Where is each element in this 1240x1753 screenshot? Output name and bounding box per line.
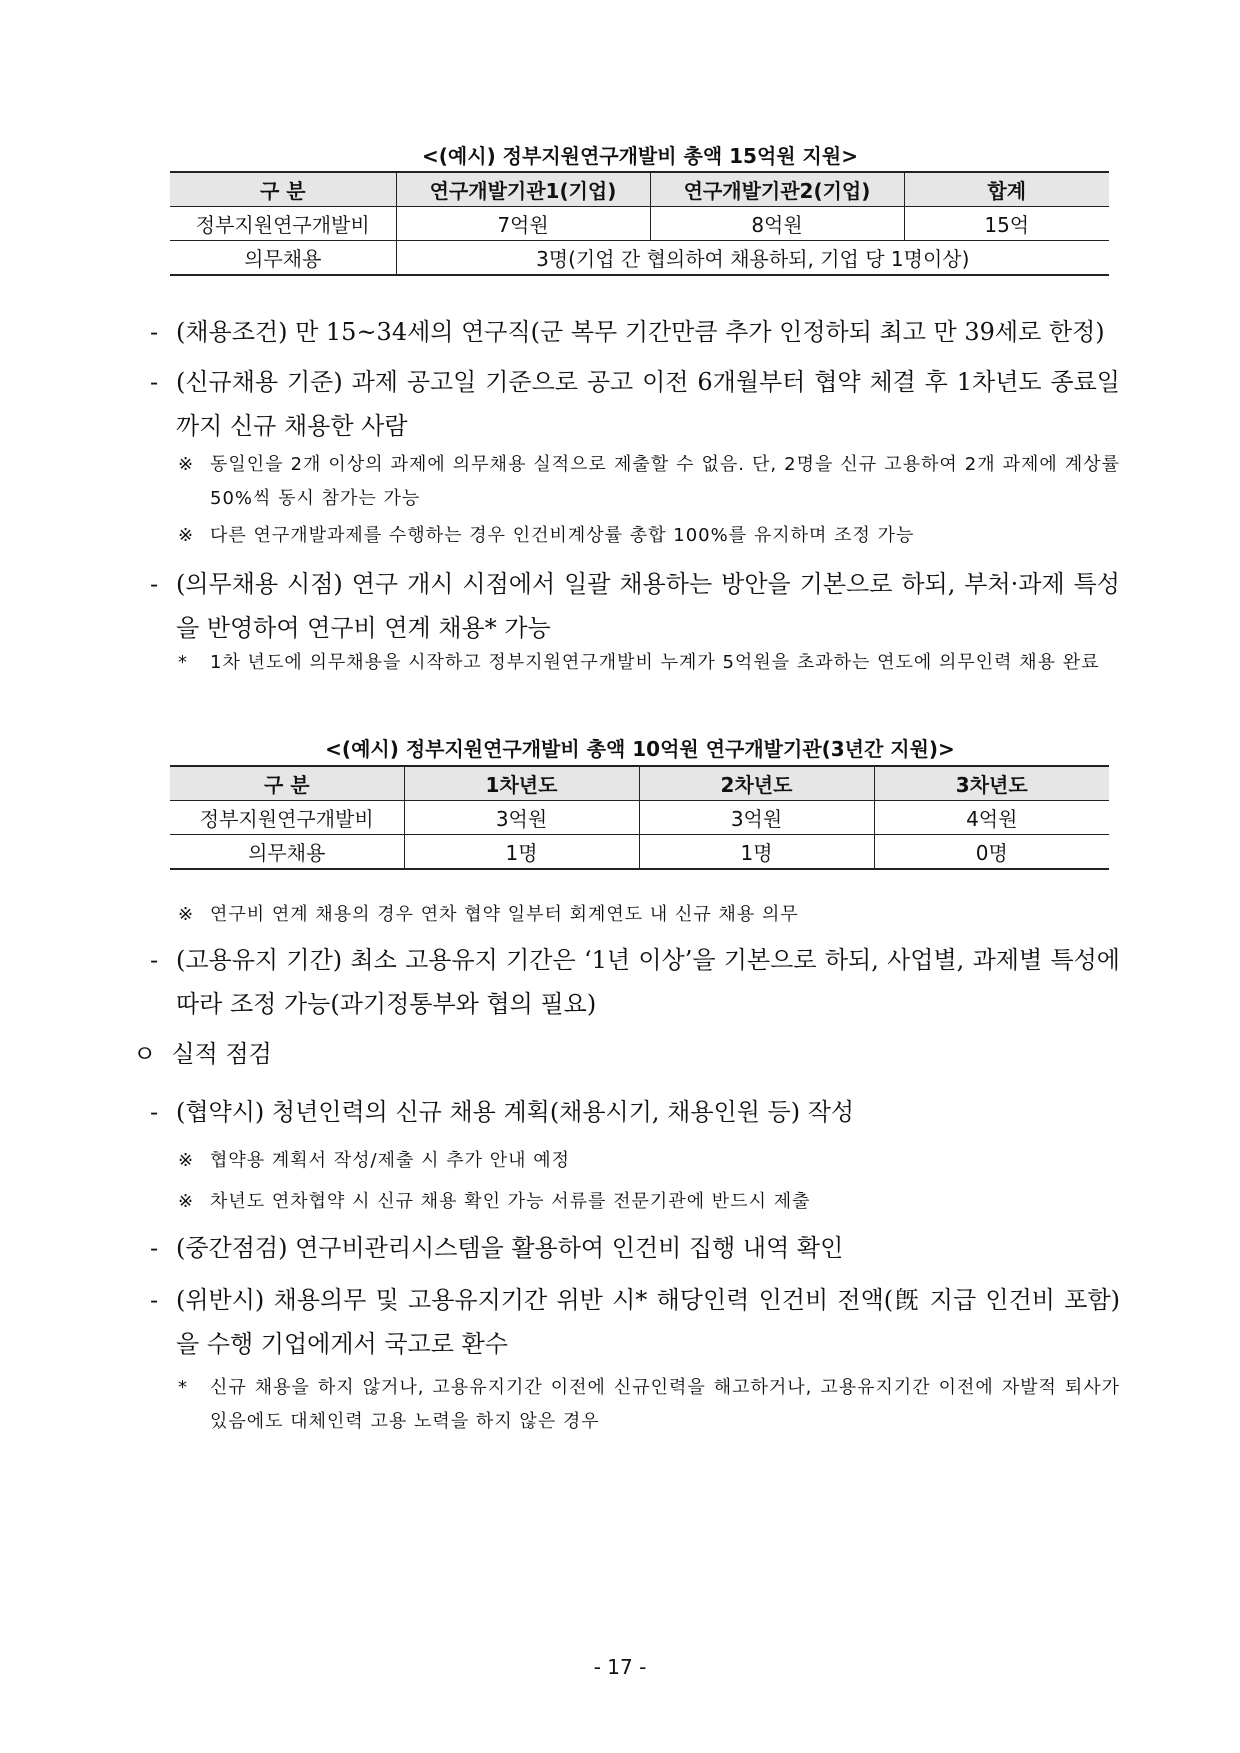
table-cell: 정부지원연구개발비 xyxy=(170,207,396,241)
table-cell: 0명 xyxy=(874,835,1109,870)
item-text: (신규채용 기준) 과제 공고일 기준으로 공고 이전 6개월부터 협약 체결 후 1차년도 종료일까지 신규 채용한 사람 xyxy=(176,368,1120,440)
table-cell: 3명(기업 간 협의하여 채용하되, 기업 당 1명이상) xyxy=(396,241,1109,276)
footnote-violation xyxy=(178,1371,1120,1439)
dash-bullet: - xyxy=(150,570,159,598)
dash-bullet: - xyxy=(150,368,159,396)
note-text: 동일인을 2개 이상의 과제에 의무채용 실적으로 제출할 수 없음. 단, 2명을 신규 고용하여 2개 과제에 계상률 50%씩 동시 참가는 가능 xyxy=(210,454,1120,509)
dash-bullet: - xyxy=(150,1286,159,1314)
note-text: 연구비 연계 채용의 경우 연차 협약 일부터 회계연도 내 신규 채용 의무 xyxy=(210,904,799,925)
note-text: 신규 채용을 하지 않거나, 고용유지기간 이전에 신규인력을 해고하거나, 고용유지기간 이전에 자발적 퇴사가 있음에도 대체인력 고용 노력을 하지 않은 경우 xyxy=(210,1377,1120,1432)
footnote-mark: * xyxy=(178,1377,188,1398)
note-duplicate xyxy=(178,448,1120,516)
table-cell: 8억원 xyxy=(650,207,904,241)
note-documents xyxy=(178,1185,1120,1219)
table-cell: 7억원 xyxy=(396,207,650,241)
note-plan xyxy=(178,1144,1120,1178)
table-row xyxy=(170,207,1109,241)
reference-mark: ※ xyxy=(178,454,195,475)
item-condition xyxy=(150,310,1120,354)
table2-header-cell: 1차년도 xyxy=(404,766,639,801)
table1-caption: <(예시) 정부지원연구개발비 총액 15억원 지원> xyxy=(422,144,858,168)
footnote-mark: * xyxy=(178,652,188,673)
table-row xyxy=(170,241,1109,276)
table1-header-cell: 구 분 xyxy=(170,172,396,207)
circle-bullet: ㅇ xyxy=(133,1040,157,1068)
section-title: 실적 점검 xyxy=(171,1040,272,1068)
table-cell: 1명 xyxy=(639,835,874,870)
item-text: (위반시) 채용의무 및 고용유지기간 위반 시* 해당인력 인건비 전액(旣 지급 인건비 포함)을 수행 기업에게서 국고로 환수 xyxy=(176,1286,1120,1358)
table1 xyxy=(170,171,1109,276)
item-text: (협약시) 청년인력의 신규 채용 계획(채용시기, 채용인원 등) 작성 xyxy=(176,1098,855,1126)
note-ratio xyxy=(178,519,1120,553)
table2 xyxy=(170,765,1109,870)
reference-mark: ※ xyxy=(178,525,195,546)
table-row xyxy=(170,835,1109,870)
dash-bullet: - xyxy=(150,1098,159,1126)
table2-header-cell: 2차년도 xyxy=(639,766,874,801)
table2-header-row xyxy=(170,766,1109,801)
reference-mark: ※ xyxy=(178,904,195,925)
item-text: (의무채용 시점) 연구 개시 시점에서 일괄 채용하는 방안을 기본으로 하되, 부처·과제 특성을 반영하여 연구비 연계 채용* 가능 xyxy=(176,570,1120,642)
table1-header-cell: 합계 xyxy=(904,172,1109,207)
reference-mark: ※ xyxy=(178,1191,195,1212)
item-text: (채용조건) 만 15~34세의 연구직(군 복무 기간만큼 추가 인정하되 최고 만 39세로 한정) xyxy=(176,318,1105,346)
note-text: 차년도 연차협약 시 신규 채용 확인 가능 서류를 전문기관에 반드시 제출 xyxy=(210,1191,811,1212)
table-cell: 의무채용 xyxy=(170,241,396,276)
table-cell: 4억원 xyxy=(874,801,1109,835)
section-performance-check xyxy=(133,1032,272,1076)
note-text: 1차 년도에 의무채용을 시작하고 정부지원연구개발비 누계가 5억원을 초과하는 연도에 의무인력 채용 완료 xyxy=(210,652,1100,673)
note-text: 다른 연구개발과제를 수행하는 경우 인건비계상률 총합 100%를 유지하며 조정 가능 xyxy=(210,525,915,546)
table2-header-cell: 구 분 xyxy=(170,766,404,801)
page-number: - 17 - xyxy=(593,1655,647,1679)
reference-mark: ※ xyxy=(178,1150,195,1171)
note-linked-hiring xyxy=(178,898,1120,932)
table-row xyxy=(170,801,1109,835)
dash-bullet: - xyxy=(150,1234,159,1262)
dash-bullet: - xyxy=(150,946,159,974)
item-text: (중간점검) 연구비관리시스템을 활용하여 인건비 집행 내역 확인 xyxy=(176,1234,844,1262)
table1-header-cell: 연구개발기관2(기업) xyxy=(650,172,904,207)
item-violation xyxy=(150,1278,1120,1366)
item-midcheck xyxy=(150,1226,1120,1270)
table1-header-cell: 연구개발기관1(기업) xyxy=(396,172,650,207)
table-cell: 의무채용 xyxy=(170,835,404,870)
table1-header-row xyxy=(170,172,1109,207)
table-cell: 1명 xyxy=(404,835,639,870)
item-criteria xyxy=(150,360,1120,448)
table-cell: 정부지원연구개발비 xyxy=(170,801,404,835)
table2-header-cell: 3차년도 xyxy=(874,766,1109,801)
dash-bullet: - xyxy=(150,318,159,346)
footnote-timing xyxy=(178,646,1120,680)
table-cell: 3억원 xyxy=(404,801,639,835)
item-retention xyxy=(150,938,1120,1026)
item-timing xyxy=(150,562,1120,650)
item-agreement xyxy=(150,1090,1120,1134)
table-cell: 15억 xyxy=(904,207,1109,241)
table-cell: 3억원 xyxy=(639,801,874,835)
item-text: (고용유지 기간) 최소 고용유지 기간은 ‘1년 이상’을 기본으로 하되, 사업별, 과제별 특성에 따라 조정 가능(과기정통부와 협의 필요) xyxy=(176,946,1120,1018)
table2-caption: <(예시) 정부지원연구개발비 총액 10억원 연구개발기관(3년간 지원)> xyxy=(325,737,955,761)
note-text: 협약용 계획서 작성/제출 시 추가 안내 예정 xyxy=(210,1150,570,1171)
